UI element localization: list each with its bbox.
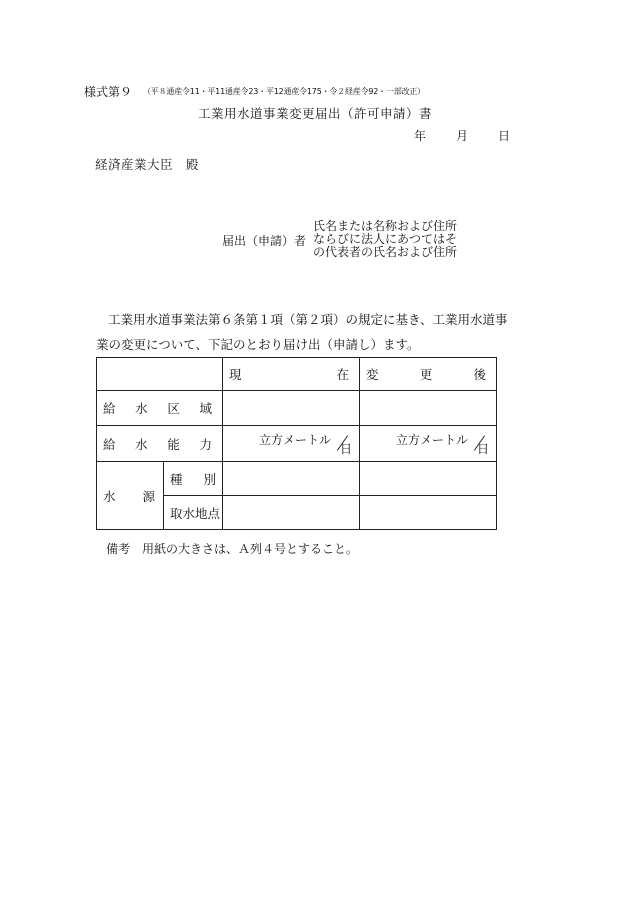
label-char: 水 [135,436,148,452]
row-label-supply-capacity [97,426,223,462]
supply-area-current-cell [223,391,360,426]
header-current-char: 在 [336,367,349,382]
header-after [360,358,497,391]
label-char: 水 [103,488,116,504]
label-char: 力 [199,436,212,452]
intake-point-current-cell [223,496,360,530]
label-char: 給 [103,436,116,452]
change-table [96,357,497,530]
amendment-note: （平８通産令11・平11通産令23・平12通産令175・令２経産令92・一部改正） [143,87,425,96]
form-number: 様式第９ [84,85,133,99]
header-after-char: 更 [419,367,433,382]
supply-capacity-after-cell [360,426,497,462]
row-label-water-source [97,462,164,530]
unit-day: 日 [339,442,352,456]
row-label-intake-point [164,496,223,530]
label-char: 給 [103,401,116,416]
applicant-line-1: 氏名または名称および住所 [313,219,458,233]
document-title: 工業用水道事業変更届出（許可申請）書 [197,106,432,121]
date-day: 日 [498,129,511,143]
label-char: 能 [167,436,180,452]
row-label-type [164,462,223,496]
applicant-line-3: の代表者の氏名および住所 [313,245,458,259]
unit-day: 日 [476,442,489,456]
date-year: 年 [414,129,427,143]
label-char: 種 [170,471,183,487]
intake-point-after-cell [360,496,497,530]
header-after-char: 変 [366,367,379,382]
label-char: 別 [203,471,216,487]
row-label-supply-area [97,391,223,426]
header-current [223,358,360,391]
header-current-char: 現 [229,367,242,382]
date-month: 月 [456,129,469,143]
remarks: 備考 用紙の大きさは、Ａ列４号とすること。 [106,542,359,556]
label-char: 源 [142,488,155,504]
intake-point-label: 取水地点 [170,505,221,521]
label-char: 区 [167,401,180,416]
type-current-cell [223,462,360,496]
unit-cubic-meter: 立方メートル [395,433,468,447]
applicant-line-2: ならびに法人にあつてはそ [313,232,458,246]
type-after-cell [360,462,497,496]
supply-area-after-cell [360,391,497,426]
table-corner-cell [97,358,223,391]
supply-capacity-current-cell [223,426,360,462]
date-line [414,127,510,144]
label-char: 域 [199,401,212,416]
body-text: 工業用水道事業法第６条第１項（第２項）の規定に基き、工業用水道事業の変更について、下記のとおり届け出（申請し）ます。 [96,312,508,352]
addressee: 経済産業大臣 殿 [95,157,200,172]
label-char: 水 [135,401,148,416]
header-after-char: 後 [473,367,486,382]
unit-cubic-meter: 立方メートル [258,433,331,447]
applicant-description [313,220,463,259]
applicant-label: 届出（申請）者 [222,234,307,248]
